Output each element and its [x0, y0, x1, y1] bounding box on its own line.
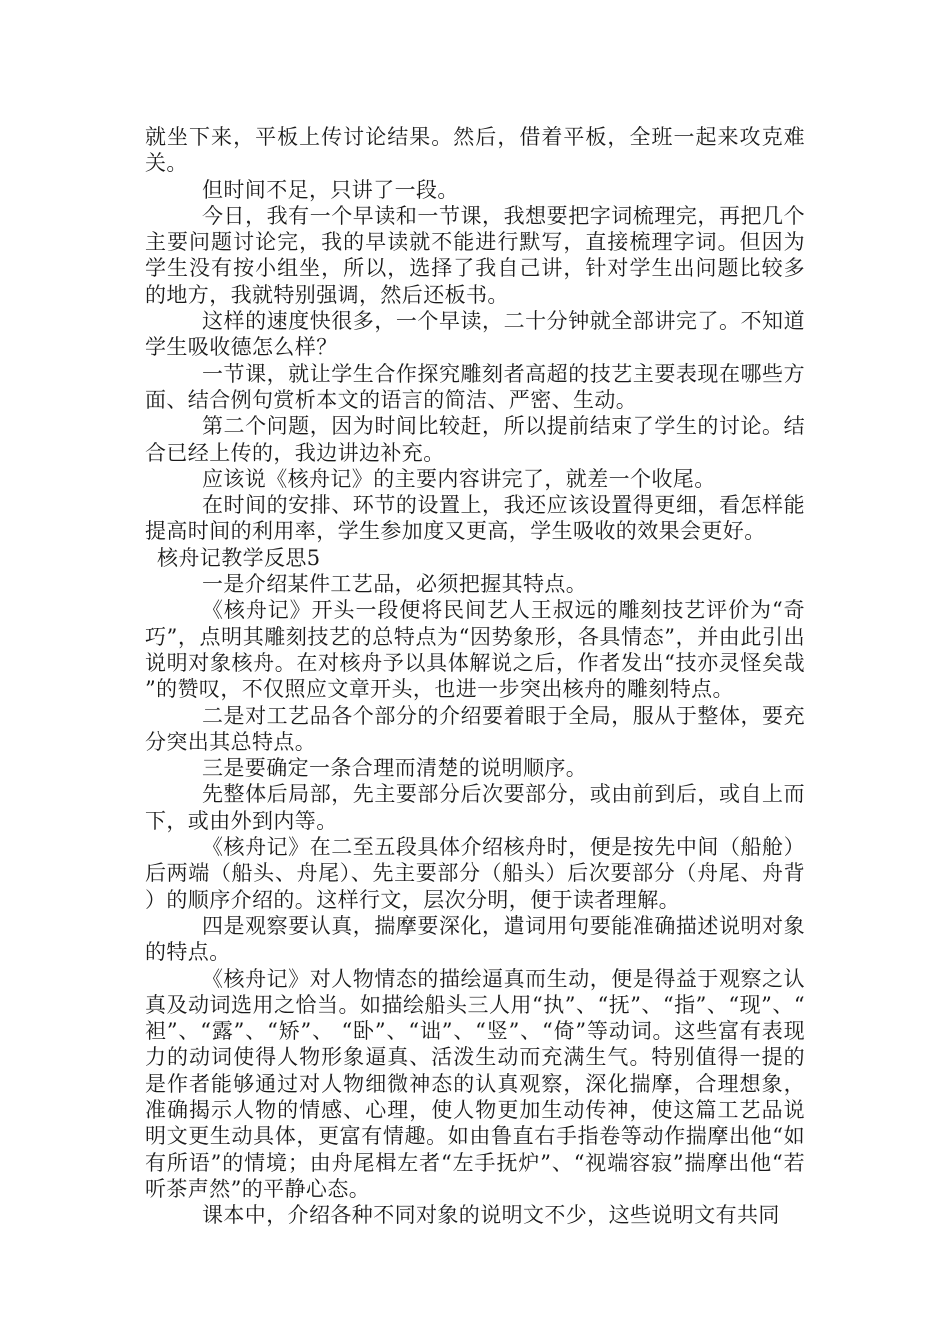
paragraph: 二是对工艺品各个部分的介绍要着眼于全局，服从于整体，要充分突出其总特点。: [145, 703, 805, 754]
section-heading: 核舟记教学反思5: [157, 545, 321, 570]
paragraph: 一节课，就让学生合作探究雕刻者高超的技艺主要表现在哪些方面、结合例句赏析本文的语言的简洁、严密、生动。: [145, 361, 805, 412]
paragraph: 四是观察要认真，揣摩要深化，遣词用句要能准确描述说明对象的特点。: [145, 913, 805, 965]
document-body: [145, 124, 805, 1228]
paragraph: 一是介绍某件工艺品，必须把握其特点。: [202, 572, 588, 597]
paragraph: 就坐下来，平板上传讨论结果。然后，借着平板，全班一起来攻克难关。: [145, 125, 805, 176]
paragraph: 应该说《核舟记》的主要内容讲完了，就差一个收尾。: [202, 466, 716, 491]
paragraph: 《核舟记》对人物情态的描绘逼真而生动，便是得益于观察之认真及动词选用之恰当。如描绘船头三人用“执”、“抚”、“指”、“现”、“袒”、“露”、“矫”、 “卧”、“诎”、“竖”、“倚”等动词。这些富有表现力的动词使得人物形象逼真、活泼生动而充满生气。特别值得一提的是作者能够通过对人物细微神态的认真观察，深化揣摩，合理想象，准确揭示人物的情感、心理，使人物更加生动传神，使这篇工艺品说明文更生动具体，更富有情趣。如由鲁直右手指卷等动作揣摩出他“如有所语”的情境；由舟尾楫左者“左手抚炉”、“视端容寂”揣摩出他“若听茶声然”的平静心态。: [145, 966, 805, 1201]
paragraph: 但时间不足，只讲了一段。: [202, 177, 459, 202]
paragraph: 《核舟记》在二至五段具体介绍核舟时，便是按先中间（船舱）后两端（船头、舟尾）、先主要部分（船头）后次要部分（舟尾、舟背）的顺序介绍的。这样行文，层次分明，便于读者理解。: [145, 835, 805, 912]
paragraph: 《核舟记》开头一段便将民间艺人王叔远的雕刻技艺评价为“奇巧”，点明其雕刻技艺的总特点为“因势象形，各具情态”，并由此引出说明对象核舟。在对核舟予以具体解说之后，作者发出“技亦灵怪矣哉”的赞叹，不仅照应文章开头，也进一步突出核舟的雕刻特点。: [145, 598, 805, 702]
paragraph: 今日，我有一个早读和一节课，我想要把字词梳理完，再把几个主要问题讨论完，我的早读就不能进行默写，直接梳理字词。但因为学生没有按小组坐，所以，选择了我自己讲，针对学生出问题比较多的地方，我就特别强调，然后还板书。: [145, 203, 805, 307]
paragraph: 第二个问题，因为时间比较赶，所以提前结束了学生的讨论。结合已经上传的，我边讲边补充。: [145, 414, 805, 465]
paragraph: 在时间的安排、环节的设置上，我还应该设置得更细，看怎样能提高时间的利用率，学生参加度又更高，学生吸收的效果会更好。: [145, 493, 805, 544]
paragraph: 这样的速度快很多，一个早读，二十分钟就全部讲完了。不知道学生吸收德怎么样？: [145, 309, 805, 360]
paragraph: 先整体后局部，先主要部分后次要部分，或由前到后，或自上而下，或由外到内等。: [145, 782, 805, 833]
paragraph: 课本中，介绍各种不同对象的说明文不少，这些说明文有共同: [202, 1203, 780, 1228]
paragraph: 三是要确定一条合理而清楚的说明顺序。: [202, 756, 588, 781]
